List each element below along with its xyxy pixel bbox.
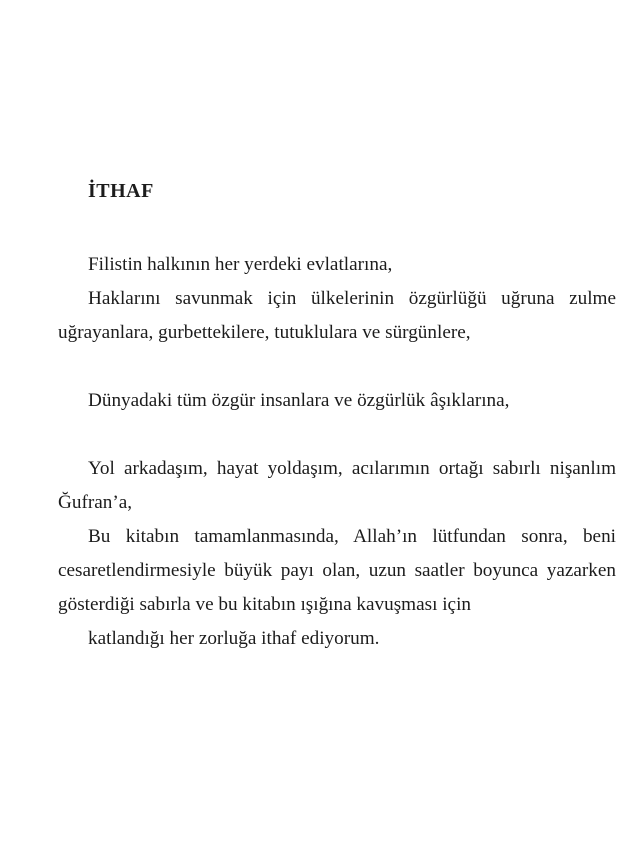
dedication-page (58, 176, 616, 656)
dedication-line-6: katlandığı her zorluğa ithaf ediyorum. (88, 628, 380, 649)
paragraph-gap (58, 418, 616, 452)
page-title: İTHAF (88, 180, 154, 202)
dedication-body (58, 248, 616, 656)
dedication-line-1: Filistin halkının her yerdeki evlatlarına, (88, 254, 393, 275)
dedication-line-4: Yol arkadaşım, hayat yoldaşım, acılarımın ortağı sabırlı nişanlım Ğufran’a, (58, 458, 616, 513)
dedication-line-2: Haklarını savunmak için ülkelerinin özgürlüğü uğruna zulme uğrayanlara, gurbettekilere, tutuklulara ve sürgünlere, (58, 288, 616, 343)
dedication-line-3: Dünyadaki tüm özgür insanlara ve özgürlük âşıklarına, (88, 390, 510, 411)
dedication-line-5: Bu kitabın tamamlanmasında, Allah’ın lütfundan sonra, beni cesaretlendirmesiyle büyük payı olan, uzun saatler boyunca yazarken gösterdiği sabırla ve bu kitabın ışığına kavuşması için (58, 526, 616, 615)
paragraph-gap (58, 350, 616, 384)
